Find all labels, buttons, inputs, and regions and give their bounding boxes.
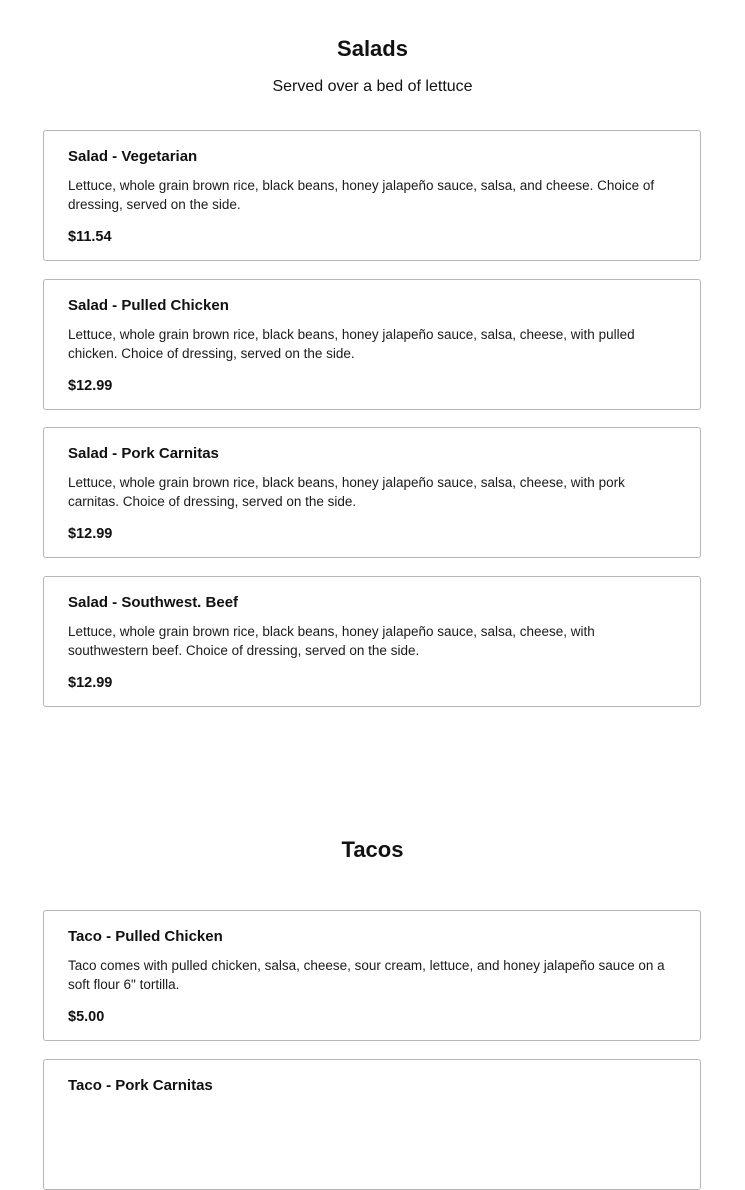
menu-item-name: Salad - Southwest. Beef xyxy=(68,594,239,611)
menu-item-name: Taco - Pulled Chicken xyxy=(68,928,223,945)
menu-item-description: Lettuce, whole grain brown rice, black beans, honey jalapeño sauce, salsa, cheese, with southwestern beef. Choice of dressing, served on the side. xyxy=(68,624,595,658)
menu-item-price: $12.99 xyxy=(68,675,113,691)
menu-item-name: Taco - Pork Carnitas xyxy=(68,1077,213,1094)
menu-item-salad-pulled-chicken[interactable] xyxy=(43,279,701,410)
section-title-salads: Salads xyxy=(337,36,408,61)
section-subtitle-salads: Served over a bed of lettuce xyxy=(272,78,473,95)
menu-item-name: Salad - Vegetarian xyxy=(68,148,198,165)
menu-item-price: $11.54 xyxy=(68,229,112,245)
menu-item-description: Lettuce, whole grain brown rice, black beans, honey jalapeño sauce, salsa, and cheese. Choice of dressing, served on the side. xyxy=(68,178,655,212)
menu-item-taco-pork-carnitas[interactable] xyxy=(43,1059,701,1190)
menu-item-taco-pulled-chicken[interactable] xyxy=(43,910,701,1041)
menu-item-price: $5.00 xyxy=(68,1009,105,1025)
menu-item-name: Salad - Pulled Chicken xyxy=(68,297,229,314)
menu-item-description: Lettuce, whole grain brown rice, black beans, honey jalapeño sauce, salsa, cheese, with pulled chicken. Choice of dressing, served on the side. xyxy=(68,327,635,361)
menu-item-salad-vegetarian[interactable] xyxy=(43,130,701,261)
menu-item-price: $12.99 xyxy=(68,526,113,542)
menu-item-salad-pork-carnitas[interactable] xyxy=(43,427,701,558)
menu-item-price: $12.99 xyxy=(68,378,113,394)
menu-item-description: Lettuce, whole grain brown rice, black beans, honey jalapeño sauce, salsa, cheese, with pork carnitas. Choice of dressing, served on the side. xyxy=(68,475,625,509)
menu-item-description: Taco comes with pulled chicken, salsa, cheese, sour cream, lettuce, and honey jalapeño sauce on a soft flour 6" tortilla. xyxy=(68,958,665,992)
menu-item-name: Salad - Pork Carnitas xyxy=(68,445,219,462)
section-title-tacos: Tacos xyxy=(341,837,404,862)
menu-item-salad-southwest-beef[interactable] xyxy=(43,576,701,707)
